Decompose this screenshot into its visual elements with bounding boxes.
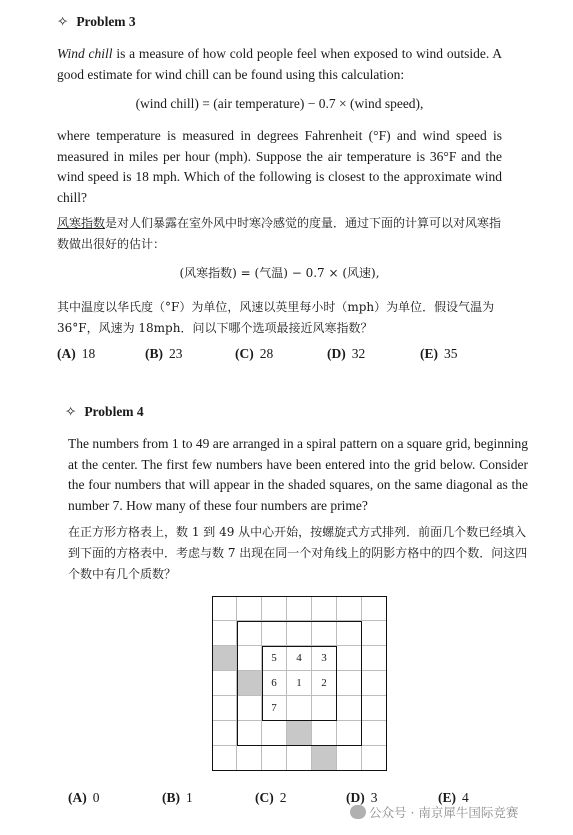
problem4-heading: ✧ Problem 4 [65,404,144,419]
grid-cell-shaded [312,746,337,771]
grid-cell: 5 [262,646,287,671]
choice-e[interactable]: (E) 4 [438,790,469,805]
choice-a[interactable]: (A) 18 [57,346,96,361]
grid-cell [262,596,287,621]
grid-cell [337,721,362,746]
grid-cell [337,596,362,621]
problem3-formula: (wind chill) = (air temperature) − 0.7 × (wind speed), [135,96,424,111]
problem4-cn-para: 在正方形方格表上，数 1 到 49 从中心开始，按螺旋式方式排列．前面几个数已经填入到下面的方格表中．考虑与数 7 出现在同一个对角线上的阴影方格中的四个数．问这四个数中有几个质数？ [68,525,528,581]
grid-cell [362,721,387,746]
grid-cell-shaded [287,721,312,746]
problem4-para: The numbers from 1 to 49 are arranged in a spiral pattern on a square grid, beginning at the center. The first few numbers have been entered into the grid below. Consider the four numbers that will appear in the shaded squares, on the same diagonal as the number 7. How many of these four numbers are prime? [68,436,528,513]
grid-cell [287,746,312,771]
grid-cell [312,596,337,621]
problem3-para2: where temperature is measured in degrees Fahrenheit (°F) and wind speed is measured in miles per hour (mph). Suppose the air temperature is 36°F and the wind speed is 18 mph. Which of the following is closest to the approximate wind chill? [57,128,502,205]
grid-cell [237,596,262,621]
grid-cell [312,621,337,646]
choice-c[interactable]: (C) 28 [235,346,274,361]
grid-cell [362,746,387,771]
grid-cell [237,721,262,746]
grid-cell: 4 [287,646,312,671]
grid-cell [212,746,237,771]
grid-cell [362,621,387,646]
grid-cell [337,646,362,671]
grid-cell [237,746,262,771]
diamond-icon: ✧ [65,404,77,419]
problem3-intro: Wind chill is a measure of how cold people feel when exposed to wind outside. A good estimate for wind chill can be found using this calculation: [57,46,502,82]
grid-cell [262,721,287,746]
grid-cell [337,671,362,696]
grid-cell: 1 [287,671,312,696]
problem3-cn-para2: 其中温度以华氏度（°F）为单位，风速以英里每小时（mph）为单位．假设气温为 36°F，风速为 18mph．问以下哪个选项最接近风寒指数？ [57,300,495,335]
grid-cell [262,621,287,646]
spiral-grid [212,596,387,771]
grid-cell [237,621,262,646]
grid-cell [362,646,387,671]
wechat-icon [350,805,366,819]
problem3-cn-formula: (风寒指数) = (气温) − 0.7 × (风速), [179,266,380,280]
grid-cell [362,696,387,721]
grid-cell [212,596,237,621]
grid-cell [212,721,237,746]
grid-cell [337,621,362,646]
grid-cell [262,746,287,771]
grid-cell: 2 [312,671,337,696]
problem3-cn-intro: 风寒指数是对人们暴露在室外风中时寒冷感觉的度量．通过下面的计算可以对风寒指数做出很好的估计： [57,216,502,251]
grid-cell [337,746,362,771]
grid-cell: 7 [262,696,287,721]
grid-cell: 3 [312,646,337,671]
grid-cell [287,596,312,621]
grid-cell [312,696,337,721]
grid-cell-shaded [237,671,262,696]
grid-cell [312,721,337,746]
grid-cell [287,621,312,646]
choice-d[interactable]: (D) 32 [327,346,366,361]
grid-cell [212,621,237,646]
term-wind-chill: Wind chill [57,46,113,61]
grid-cell [212,671,237,696]
watermark: 公众号 · 南京犀牛国际竞赛 [350,803,518,821]
grid-cell [287,696,312,721]
choice-c[interactable]: (C) 2 [255,790,287,805]
grid-cell [337,696,362,721]
grid-cell [362,596,387,621]
choice-e[interactable]: (E) 35 [420,346,458,361]
grid-cell [212,696,237,721]
problem3-heading: ✧ Problem 3 [57,14,136,29]
grid-cell [237,696,262,721]
grid-cell [362,671,387,696]
grid-cell [237,646,262,671]
cn-term: 风寒指数 [57,216,106,230]
grid-cell: 6 [262,671,287,696]
grid-cell-shaded [212,646,237,671]
diamond-icon: ✧ [57,14,69,29]
choice-b[interactable]: (B) 23 [145,346,183,361]
choice-a[interactable]: (A) 0 [68,790,100,805]
choice-b[interactable]: (B) 1 [162,790,193,805]
choice-d[interactable]: (D) 3 [346,790,378,805]
